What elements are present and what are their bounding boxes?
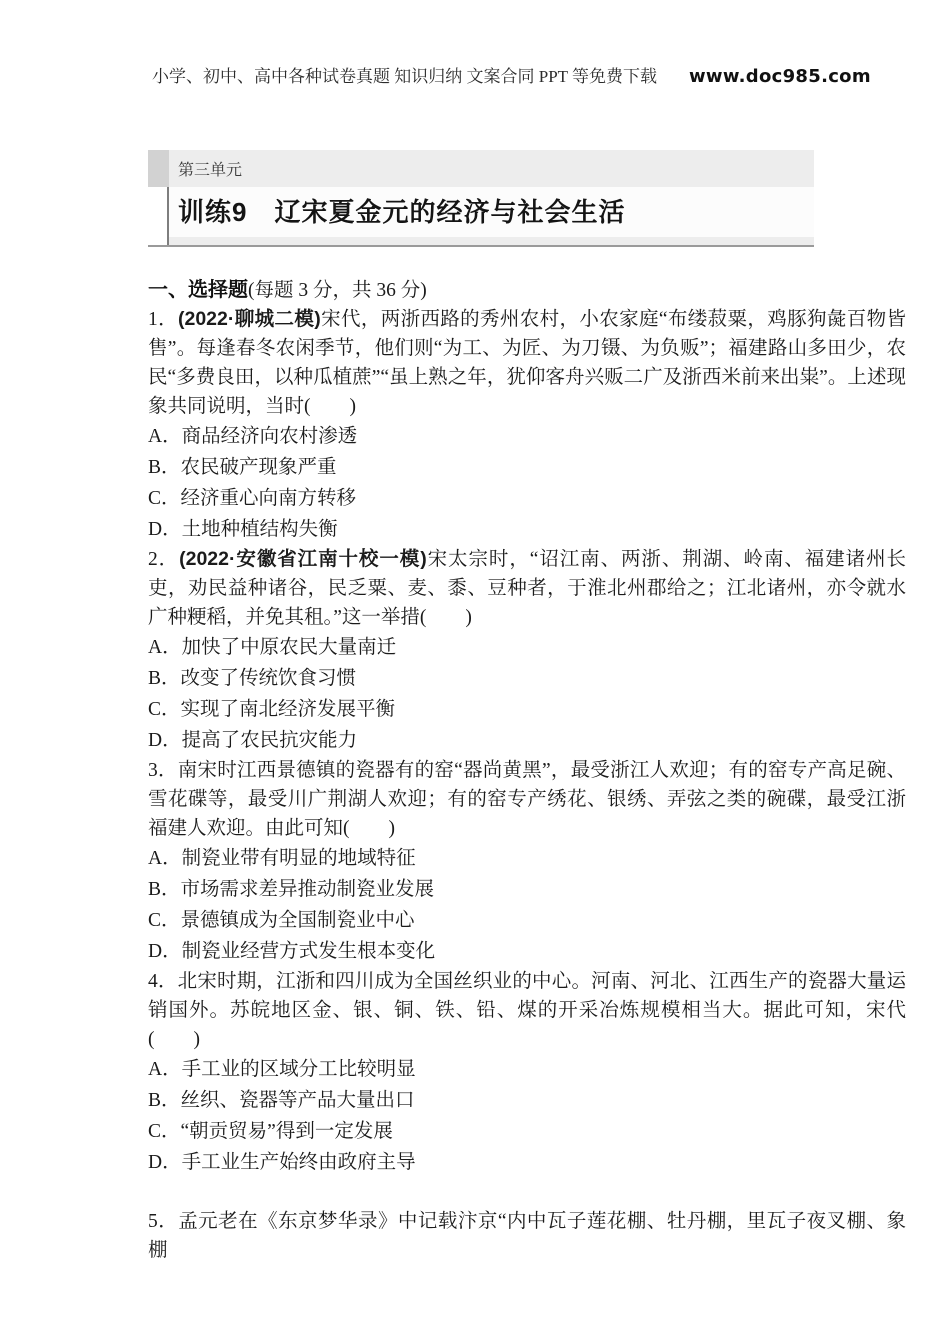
question-text: 宋代，两浙西路的秀州农村，小农家庭“布缕菽粟，鸡豚狗彘百物皆售”。每逢春冬农闲季节，他们则“为工、为匠、为刀镊、为负贩”；福建路山多田少，农民“多费良田，以种瓜植蔗”“虽上熟之年，犹仰客舟兴贩二广及浙西米前来出粜”。上述现象共同说明，当时( ) [148, 309, 906, 417]
option-line: B．农民破产现象严重 [148, 457, 337, 478]
option-line: C．景德镇成为全国制瓷业中心 [148, 910, 415, 931]
site-url: www.doc985.com [689, 66, 871, 87]
option-line: A．制瓷业带有明显的地域特征 [148, 848, 416, 869]
question-number: 4． [148, 971, 178, 992]
question-text: 孟元老在《东京梦华录》中记载汴京“内中瓦子莲花棚、牡丹棚，里瓦子夜叉棚、象棚 [148, 1211, 906, 1261]
option-line: D．提高了农民抗灾能力 [148, 730, 358, 751]
question-text: 南宋时江西景德镇的瓷器有的窑“器尚黄黑”，最受浙江人欢迎；有的窑专产高足碗、雪花碟等，最受川广荆湖人欢迎；有的窑专产绣花、银绣、弄弦之类的碗碟，最受江浙福建人欢迎。由此可知( ) [148, 760, 906, 839]
question-area [148, 276, 906, 1265]
question-source-tag: (2022·安徽省江南十校一模) [179, 548, 427, 570]
questions-list [148, 305, 906, 1265]
option-line: A．商品经济向农村渗透 [148, 426, 358, 447]
question-paragraph [148, 1207, 906, 1265]
question-source-tag: (2022·聊城二模) [178, 308, 321, 330]
option-line: C．“朝贡贸易”得到一定发展 [148, 1121, 393, 1142]
option-line: D．手工业生产始终由政府主导 [148, 1152, 416, 1173]
option-line: B．改变了传统饮食习惯 [148, 668, 357, 689]
unit-row [148, 150, 814, 187]
section-heading-note: (每题 3 分，共 36 分) [248, 280, 427, 301]
question-block [148, 545, 906, 756]
question-block [148, 305, 906, 545]
section-heading-title: 一、选择题 [148, 279, 248, 301]
option-line: B．市场需求差异推动制瓷业发展 [148, 879, 435, 900]
question-block [148, 1207, 906, 1265]
option-line: C．实现了南北经济发展平衡 [148, 699, 396, 720]
question-block [148, 967, 906, 1178]
title-row [148, 187, 814, 237]
option-line: D．制瓷业经营方式发生根本变化 [148, 941, 436, 962]
question-number: 5． [148, 1211, 179, 1232]
question-block [148, 756, 906, 967]
question-text: 宋太宗时，“诏江南、两浙、荆湖、岭南、福建诸州长吏，劝民益种诸谷，民乏粟、麦、黍、豆种者，于淮北州郡给之；江北诸州，亦令就水广种粳稻，并免其租。”这一举措( ) [148, 549, 906, 628]
question-paragraph [148, 545, 906, 632]
header-promo-text: 小学、初中、高中各种试卷真题 知识归纳 文案合同 PPT 等免费下载 [152, 67, 657, 86]
section-heading [148, 276, 906, 305]
banner-bottom-rule [148, 245, 814, 247]
title-left-rule [148, 187, 169, 237]
question-paragraph [148, 967, 906, 1054]
strip-left-rule [148, 237, 169, 245]
banner-strip [148, 237, 814, 245]
option-line: C．经济重心向南方转移 [148, 488, 357, 509]
option-line: B．丝织、瓷器等产品大量出口 [148, 1090, 415, 1111]
question-paragraph [148, 756, 906, 843]
option-line: A．手工业的区域分工比较明显 [148, 1059, 416, 1080]
question-paragraph [148, 305, 906, 421]
question-number: 3． [148, 760, 178, 781]
unit-label: 第三单元 [178, 162, 243, 179]
title-banner [148, 150, 814, 247]
unit-marker-bar [148, 150, 169, 187]
option-line: A．加快了中原农民大量南迁 [148, 637, 397, 658]
page-header [152, 62, 871, 87]
option-line: D．土地种植结构失衡 [148, 519, 338, 540]
question-number: 2． [148, 549, 180, 570]
question-text: 北宋时期，江浙和四川成为全国丝织业的中心。河南、河北、江西生产的瓷器大量运销国外。苏皖地区金、银、铜、铁、铅、煤的开采冶炼规模相当大。据此可知，宋代( ) [148, 971, 906, 1050]
page-title: 训练9 辽宋夏金元的经济与社会生活 [178, 197, 626, 227]
strip-fill [169, 237, 814, 245]
question-number: 1． [148, 309, 178, 330]
